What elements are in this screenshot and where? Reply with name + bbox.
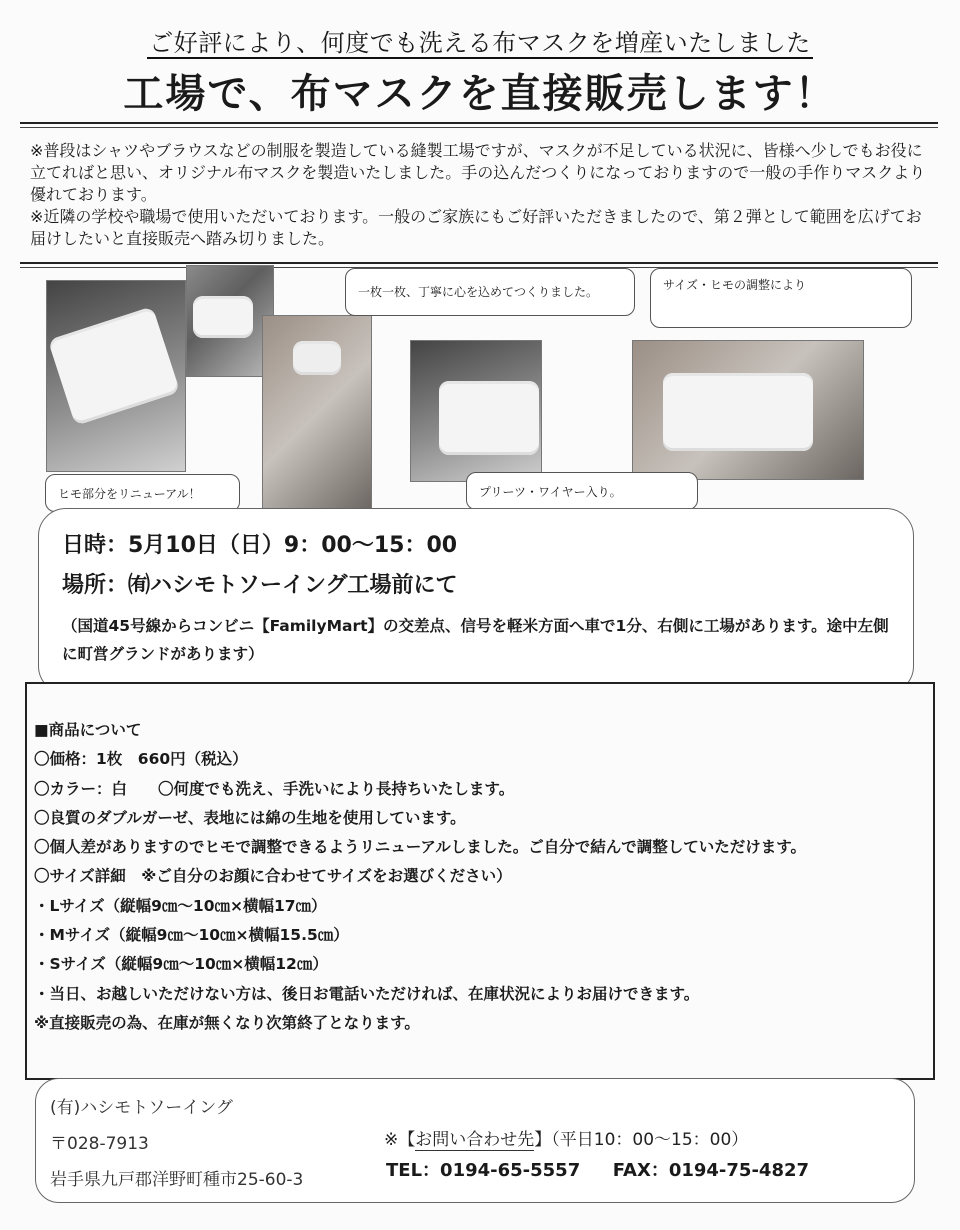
product-details [34,716,924,1038]
event-place: 場所：㈲ハシモトソーイング工場前にて [62,573,458,598]
worker-mask-shape [293,341,341,375]
product-line-stock: ※直接販売の為、在庫が無くなり次第終了となります。 [34,1013,420,1032]
intro-text [30,140,930,250]
mask-shape-small [193,296,253,338]
contact-company-block [50,1090,303,1198]
phone-fax-line [386,1156,809,1186]
bubble-pleats: プリーツ・ワイヤー入り。 [466,472,698,510]
man-mask-photo [410,340,542,482]
header-rule-bottom [20,127,938,128]
product-line-color: 〇カラー：白 〇何度でも洗え、手洗いにより長持ちいたします。 [34,779,515,798]
intro-paragraph-1: ※普段はシャツやブラウスなどの制服を製造している縫製工場ですが、マスクが不足している状況に、皆様へ少しでもお役に立てればと思い、オリジナル布マスクを製造いたしました。手の込んだつくりになっておりますので一般の手作りマスクより優れております。 [30,141,926,204]
bubble-himo: ヒモ部分をリニューアル！ [45,474,240,512]
event-datetime: 日時：5月10日（日）9：00～15：00 [62,533,458,558]
product-line-fabric: 〇良質のダブルガーゼ、表地には綿の生地を使用しています。 [34,808,466,827]
bubble-craft: 一枚一枚、丁寧に心を込めてつくりました。 [345,268,635,316]
product-line-size-s: ・Sサイズ（縦幅9㎝～10㎝×横幅12㎝） [34,955,328,974]
event-route: （国道45号線からコンビニ【FamilyMart】の交差点、信号を軽米方面へ車で1分、右側に工場があります。途中左側に町営グランドがあります） [62,617,889,663]
mask-strap-photo [186,265,274,377]
woman-mask-shape [663,373,813,451]
product-line-delivery: ・当日、お越しいただけない方は、後日お電話いただければ、在庫状況によりお届けできます。 [34,984,700,1003]
product-line-price: 〇価格：1枚 660円（税込） [34,750,248,769]
product-heading: ■商品について [34,721,142,739]
product-line-strap: 〇個人差がありますのでヒモで調整できるようリニューアルしました。ご自分で結んで調整していただけます。 [34,838,807,857]
man-mask-shape [439,381,539,455]
mask-photo-flat [46,280,186,472]
fax-number: FAX：0194-75-4827 [612,1160,810,1181]
subtitle-text: ご好評により、何度でも洗える布マスクを増産いたしました [149,29,811,57]
bubble-size: サイズ・ヒモの調整により [650,268,912,328]
intro-rule-top [20,262,938,264]
company-name: (有)ハシモトソーイング [50,1098,233,1118]
subtitle [0,28,960,58]
sewing-photo [262,315,372,512]
inquiry-label: お問い合わせ先 [415,1130,535,1150]
product-line-size-detail: 〇サイズ詳細 ※ご自分のお顔に合わせてサイズをお選びください） [34,867,512,886]
header-rule-top [20,122,938,124]
inquiry-mark: ※【 [384,1130,416,1150]
woman-mask-photo [632,340,864,480]
address: 岩手県九戸郡洋野町種市25-60-3 [50,1170,304,1190]
intro-paragraph-2: ※近隣の学校や職場で使用いただいております。一般のご家族にもご好評いただきましたので、第２弾として範囲を広げてお届けしたいと直接販売へ踏み切りました。 [30,207,922,248]
product-line-size-l: ・Lサイズ（縦幅9㎝～10㎝×横幅17㎝） [34,896,327,915]
page-title: 工場で、布マスクを直接販売します！ [123,71,837,117]
postal-code: 〒028-7913 [50,1134,149,1154]
product-line-size-m: ・Mサイズ（縦幅9㎝～10㎝×横幅15.5㎝） [34,926,349,945]
inquiry-hours: 】（平日10：00～15：00） [534,1130,749,1150]
mask-shape [48,306,180,426]
tel-number[interactable]: TEL：0194-65-5557 [386,1160,581,1181]
inquiry-line [384,1122,748,1158]
